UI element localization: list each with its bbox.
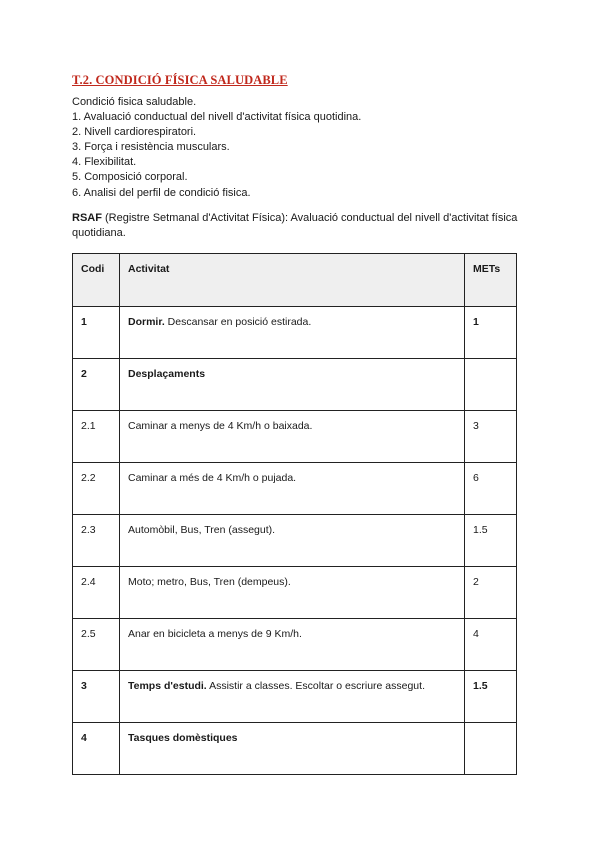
cell-activity [120,515,465,567]
cell-code: 4 [73,723,120,775]
cell-code: 2.2 [73,463,120,515]
table-row [73,567,517,619]
cell-mets: 6 [465,463,517,515]
cell-code: 3 [73,671,120,723]
activity-description: Moto; metro, Bus, Tren (dempeus). [128,576,291,588]
cell-mets: 1.5 [465,671,517,723]
cell-activity [120,567,465,619]
list-item: 2. Nivell cardiorespiratori. [72,126,197,139]
cell-code: 2.1 [73,411,120,463]
cell-activity [120,671,465,723]
topic-list [72,95,361,201]
list-item: 3. Força i resistència musculars. [72,141,230,154]
rsaf-description: (Registre Setmanal d'Activitat Física): Avaluació conductual del nivell d'activitat física quotidiana. [72,212,518,239]
section-title: T.2. CONDICIÓ FÍSICA SALUDABLE [72,73,288,87]
header-code: Codi [73,254,120,307]
table-row [73,307,517,359]
activity-table [72,253,517,775]
table-header-row [73,254,517,307]
table-row [73,359,517,411]
cell-mets [465,723,517,775]
cell-code: 2.3 [73,515,120,567]
activity-description: Assistir a classes. Escoltar o escriure assegut. [206,680,425,692]
cell-activity [120,359,465,411]
table-row [73,411,517,463]
cell-activity [120,307,465,359]
table-row [73,723,517,775]
list-item: 1. Avaluació conductual del nivell d'activitat física quotidina. [72,111,362,124]
cell-code: 1 [73,307,120,359]
cell-activity [120,619,465,671]
activity-description: Automòbil, Bus, Tren (assegut). [128,524,276,536]
table-row [73,463,517,515]
header-activity: Activitat [120,254,465,307]
cell-mets: 4 [465,619,517,671]
table-row [73,671,517,723]
header-mets: METs [465,254,517,307]
cell-mets: 1 [465,307,517,359]
cell-code: 2.5 [73,619,120,671]
cell-code: 2 [73,359,120,411]
activity-label: Tasques domèstiques [128,732,238,744]
cell-mets [465,359,517,411]
cell-code: 2.4 [73,567,120,619]
activity-label: Desplaçaments [128,368,206,380]
table-row [73,619,517,671]
activity-description: Caminar a menys de 4 Km/h o baixada. [128,420,313,432]
rsaf-abbreviation: RSAF [72,212,102,224]
list-item: 4. Flexibilitat. [72,156,137,169]
cell-activity [120,723,465,775]
cell-activity [120,411,465,463]
list-item: 5. Composició corporal. [72,171,188,184]
rsaf-paragraph [72,211,532,241]
activity-label: Dormir. [128,316,165,328]
activity-description: Anar en bicicleta a menys de 9 Km/h. [128,628,302,640]
cell-mets: 2 [465,567,517,619]
activity-label: Temps d'estudi. [128,680,207,692]
activity-description: Descansar en posició estirada. [164,316,312,328]
cell-mets: 3 [465,411,517,463]
list-item: 6. Analisi del perfil de condició fisica. [72,186,251,199]
list-item: Condició fisica saludable. [72,96,197,108]
table-row [73,515,517,567]
cell-mets: 1.5 [465,515,517,567]
cell-activity [120,463,465,515]
activity-description: Caminar a més de 4 Km/h o pujada. [128,472,297,484]
